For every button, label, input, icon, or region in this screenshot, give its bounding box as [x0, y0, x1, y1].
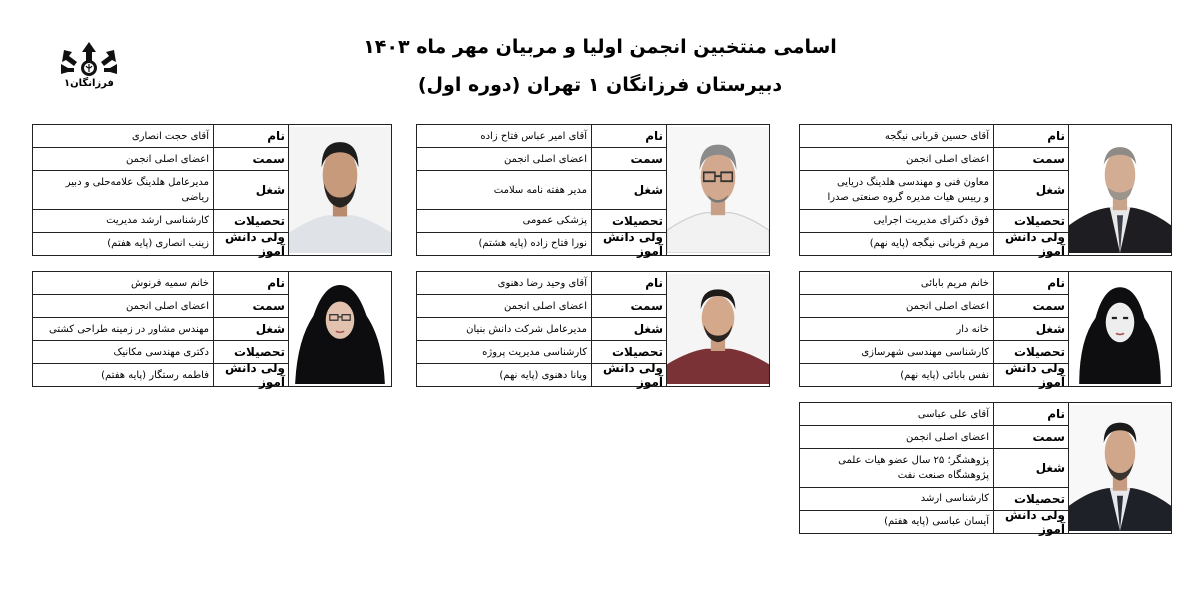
- member-education: کارشناسی مدیریت پروژه: [482, 346, 587, 358]
- label-job: شغل: [591, 171, 666, 209]
- member-card-abbasi: [799, 402, 1172, 534]
- label-name: نام: [591, 272, 666, 294]
- member-name: آقای حسین قربانی نیگجه: [884, 130, 989, 142]
- label-position: سمت: [591, 148, 666, 170]
- member-job-line: پژوهشگر؛ ۲۵ سال عضو هیات علمی: [838, 455, 989, 466]
- label-education: تحصیلات: [213, 341, 288, 363]
- label-guardian: ولی دانش آموز: [993, 233, 1068, 255]
- member-education: فوق دکترای مدیریت اجرایی: [873, 215, 989, 227]
- label-job: شغل: [213, 318, 288, 340]
- member-name: خانم سمیه فرنوش: [130, 277, 209, 289]
- member-job: مدیرعامل هلدینگ علامه‌حلی و دبیر ریاضی: [65, 177, 209, 203]
- page-title: اسامی منتخبین انجمن اولیا و مربیان مهر ماه ۱۴۰۳: [363, 36, 837, 58]
- label-education: تحصیلات: [213, 210, 288, 232]
- label-position: سمت: [993, 426, 1068, 448]
- member-photo: [667, 127, 769, 253]
- label-job: شغل: [993, 449, 1068, 487]
- label-job: شغل: [213, 171, 288, 209]
- member-position: اعضای اصلی انجمن: [126, 153, 209, 165]
- member-card-ghorbani: [799, 124, 1172, 256]
- member-job: [800, 171, 993, 209]
- member-name: آقای وحید رضا دهنوی: [497, 277, 587, 289]
- member-position: اعضای اصلی انجمن: [504, 153, 587, 165]
- page-subtitle: دبیرستان فرزانگان ۱ تهران (دوره اول): [417, 74, 783, 96]
- member-card-fattahzadeh: [416, 124, 770, 256]
- label-position: سمت: [213, 148, 288, 170]
- label-job: شغل: [591, 318, 666, 340]
- member-position: اعضای اصلی انجمن: [906, 153, 989, 165]
- member-job: مدیر هفته نامه سلامت: [493, 184, 587, 196]
- member-card-dehnavi: [416, 271, 770, 387]
- member-guardian: زینب انصاری (پایه هفتم): [107, 238, 209, 250]
- label-name: نام: [993, 403, 1068, 425]
- label-education: تحصیلات: [993, 341, 1068, 363]
- member-job: خانه دار: [956, 323, 989, 335]
- member-education: کارشناسی ارشد: [920, 493, 989, 505]
- member-photo: [289, 127, 391, 253]
- member-education: پزشکی عمومی: [522, 215, 587, 227]
- label-education: تحصیلات: [591, 210, 666, 232]
- member-guardian: مریم قربانی نیگجه (پایه نهم): [869, 238, 989, 250]
- member-education: دکتری مهندسی مکانیک: [113, 346, 209, 358]
- label-name: نام: [213, 125, 288, 147]
- label-guardian: ولی دانش آموز: [591, 233, 666, 255]
- label-name: نام: [591, 125, 666, 147]
- member-job: مدیرعامل شرکت دانش بنیان: [466, 323, 587, 335]
- member-name: آقای حجت انصاری: [131, 130, 209, 142]
- logo-text: فرزانگان۱: [64, 78, 114, 89]
- label-education: تحصیلات: [591, 341, 666, 363]
- member-photo: [1069, 127, 1171, 253]
- member-job-line: معاون فنی و مهندسی هلدینگ دریایی: [836, 177, 989, 188]
- label-position: سمت: [993, 148, 1068, 170]
- member-job-line: پژوهشگاه صنعت نفت: [897, 470, 989, 481]
- member-photo: [289, 274, 391, 384]
- member-photo: [1069, 405, 1171, 531]
- member-card-babaei: [799, 271, 1172, 387]
- member-card-farnoush: [32, 271, 392, 387]
- label-guardian: ولی دانش آموز: [993, 364, 1068, 386]
- label-job: شغل: [993, 171, 1068, 209]
- label-position: سمت: [591, 295, 666, 317]
- label-name: نام: [213, 272, 288, 294]
- member-education: کارشناسی مهندسی شهرسازی: [861, 346, 989, 358]
- member-guardian: فاطمه رستگار (پایه هفتم): [101, 369, 209, 381]
- member-guardian: نفس بابائی (پایه نهم): [900, 369, 989, 381]
- member-guardian: نورا فتاح زاده (پایه هشتم): [478, 238, 587, 250]
- member-job: مهندس مشاور در زمینه طراحی کشتی: [49, 323, 209, 335]
- member-guardian: ویانا دهنوی (پایه نهم): [499, 369, 587, 381]
- label-guardian: ولی دانش آموز: [993, 511, 1068, 533]
- member-name: آقای علی عباسی: [917, 408, 989, 420]
- member-position: اعضای اصلی انجمن: [504, 300, 587, 312]
- member-position: اعضای اصلی انجمن: [906, 431, 989, 443]
- label-name: نام: [993, 125, 1068, 147]
- member-card-ansari: [32, 124, 392, 256]
- label-position: سمت: [993, 295, 1068, 317]
- member-position: اعضای اصلی انجمن: [906, 300, 989, 312]
- member-education: کارشناسی ارشد مدیریت: [106, 215, 209, 227]
- label-guardian: ولی دانش آموز: [213, 364, 288, 386]
- member-job: [800, 449, 993, 487]
- label-education: تحصیلات: [993, 488, 1068, 510]
- member-photo: [1069, 274, 1171, 384]
- label-position: سمت: [213, 295, 288, 317]
- member-job-line: و رییس هیات مدیره گروه صنعتی صدرا: [827, 192, 989, 203]
- label-guardian: ولی دانش آموز: [591, 364, 666, 386]
- label-guardian: ولی دانش آموز: [213, 233, 288, 255]
- label-job: شغل: [993, 318, 1068, 340]
- member-name: خانم مریم بابائی: [920, 277, 989, 289]
- member-guardian: آیسان عباسی (پایه هفتم): [884, 516, 989, 528]
- member-position: اعضای اصلی انجمن: [126, 300, 209, 312]
- label-name: نام: [993, 272, 1068, 294]
- member-photo: [667, 274, 769, 384]
- farzanegan-emblem-icon: [58, 40, 120, 98]
- member-name: آقای امیر عباس فتاح زاده: [480, 130, 587, 142]
- label-education: تحصیلات: [993, 210, 1068, 232]
